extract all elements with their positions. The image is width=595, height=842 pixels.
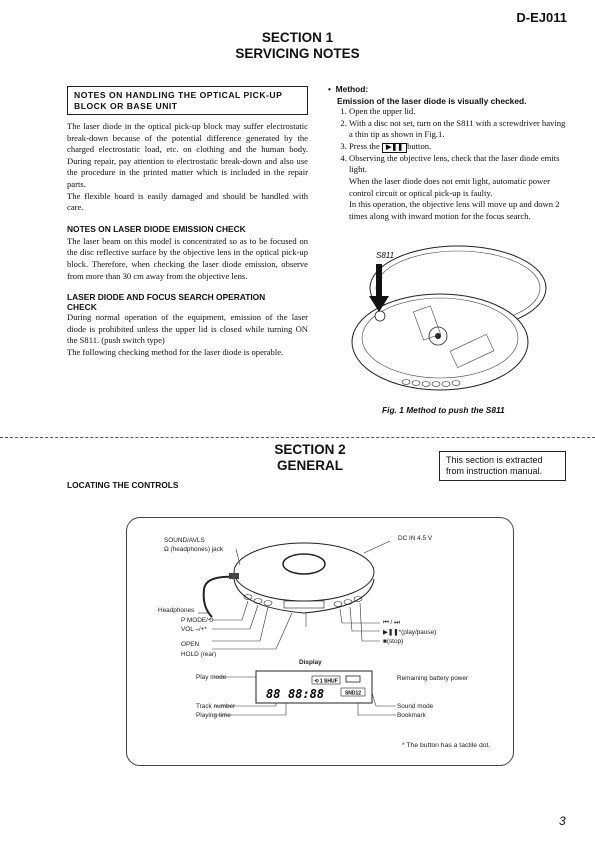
step-3-text: Press the (349, 140, 380, 151)
label-hold: HOLD (rear) (181, 651, 217, 658)
label-play-mode: Play mode (196, 674, 227, 681)
method-steps (337, 106, 568, 222)
flexible-paragraph: The flexible board is easily damaged and should be handled with care. (67, 190, 308, 213)
focus-heading-line2: CHECK (67, 302, 97, 313)
lcd-snd: SND12 (344, 690, 362, 697)
step-4a: 4. Observing the objective lens, check that the laser diode emits light. (349, 152, 560, 175)
label-headphones-jack: Ω (headphones) jack (164, 546, 224, 553)
step-4c: In this operation, the objective lens will move up and down 2 times along with inward motion for the focus search. (349, 199, 560, 221)
label-sound-avls: SOUND/AVLS (164, 537, 205, 544)
label-skip: ⏮ / ⏭ (383, 619, 400, 626)
battery-icon (346, 676, 360, 682)
step-3 (349, 141, 568, 153)
headphone-cord (204, 577, 236, 617)
s811-label: S811 (376, 251, 395, 260)
fig1-caption: Fig. 1 Method to push the S811 (382, 405, 505, 415)
step-1: 1. Open the upper lid. (349, 106, 568, 118)
focus-paragraph: During normal operation of the equipment, emission of the laser diode is prohibited unless the upper lid is closed while turning ON the S811. (push switch type) (67, 312, 308, 346)
tactile-footnote: * The button has a tactile dot. (402, 742, 491, 749)
play-pause-icon: ▶❚❚ (382, 143, 407, 153)
lcd-track: 88 (266, 687, 281, 701)
label-battery: Remaining battery power (397, 675, 469, 682)
section-divider (0, 437, 595, 438)
screwdriver-arrow-shaft (376, 264, 382, 298)
optical-paragraph: The laser diode in the optical pick-up block may suffer electrostatic break-down because of the potential difference generated by the charged electrostatic load, etc. on clothing and the human body. During repair, pay attention to electrostatic break-down and also use the procedure in the printed matter which is included in the repair parts. (67, 121, 308, 189)
right-column (328, 84, 568, 222)
step-3-post: button. (407, 140, 432, 151)
section2-number: SECTION 2 (274, 442, 346, 457)
label-playing-time: Playing time (196, 712, 231, 719)
lid-window (283, 554, 325, 574)
laser-heading: NOTES ON LASER DIODE EMISSION CHECK (67, 223, 246, 234)
laser-paragraph: The laser beam on this model is concentrated so as to be focused on the disc reflective surface by the objective lens in the optical pick-up block. Therefore, when checking the laser diode emission, observe from more than 30 cm away from the objective lens. (67, 235, 308, 281)
step-4 (349, 153, 568, 223)
section1-name: SERVICING NOTES (235, 46, 360, 61)
label-sound-mode: Sound mode (397, 703, 434, 710)
section1-title (0, 30, 595, 62)
label-play-pause: ▶❚❚*(play/pause) (383, 629, 437, 636)
label-headphones: Headphones (158, 607, 195, 614)
label-stop: ■(stop) (383, 638, 404, 645)
lcd-time: 88:88 (288, 687, 325, 701)
label-track-number: Track number (196, 703, 236, 710)
focus-heading-line1: LASER DIODE AND FOCUS SEARCH OPERATION (67, 292, 266, 303)
label-dc-in: DC IN 4.5 V (398, 535, 433, 542)
focus-paragraph-2: The following checking method for the laser diode is operable. (67, 346, 284, 357)
focus-heading (67, 292, 308, 312)
extract-note: This section is extracted from instruction manual. (439, 451, 566, 481)
page-number: 3 (559, 814, 566, 828)
s811-switch (375, 311, 385, 321)
lcd-mode: ⟲ 1 SHUF (314, 678, 338, 685)
step-2: 2. With a disc not set, turn on the S811 with a screwdriver having a thin tip as shown in Fig.1. (349, 118, 568, 141)
label-bookmark: Bookmark (397, 712, 426, 719)
left-column (67, 86, 308, 359)
label-display: Display (299, 659, 322, 666)
method-bullet: • (328, 84, 331, 94)
label-vol: VOL –/+* (181, 626, 207, 633)
section2-name: GENERAL (276, 458, 343, 473)
locating-heading: LOCATING THE CONTROLS (67, 480, 179, 490)
section1-number: SECTION 1 (261, 30, 334, 45)
label-pmode: P MODE/⟲ (181, 617, 214, 624)
headphone-plug (229, 573, 239, 579)
optical-box-heading: NOTES ON HANDLING THE OPTICAL PICK-UP BLOCK OR BASE UNIT (67, 86, 308, 115)
step-4b: When the laser diode does not emit light, automatic power control circuit or optical pick-up is faulty. (349, 175, 550, 198)
method-emission: Emission of the laser diode is visually checked. (337, 96, 527, 106)
method-label: Method: (335, 84, 369, 94)
fig1-illustration (340, 242, 550, 402)
method-line (328, 84, 568, 94)
model-number: D-EJ011 (516, 10, 567, 25)
label-open: OPEN (181, 641, 200, 648)
